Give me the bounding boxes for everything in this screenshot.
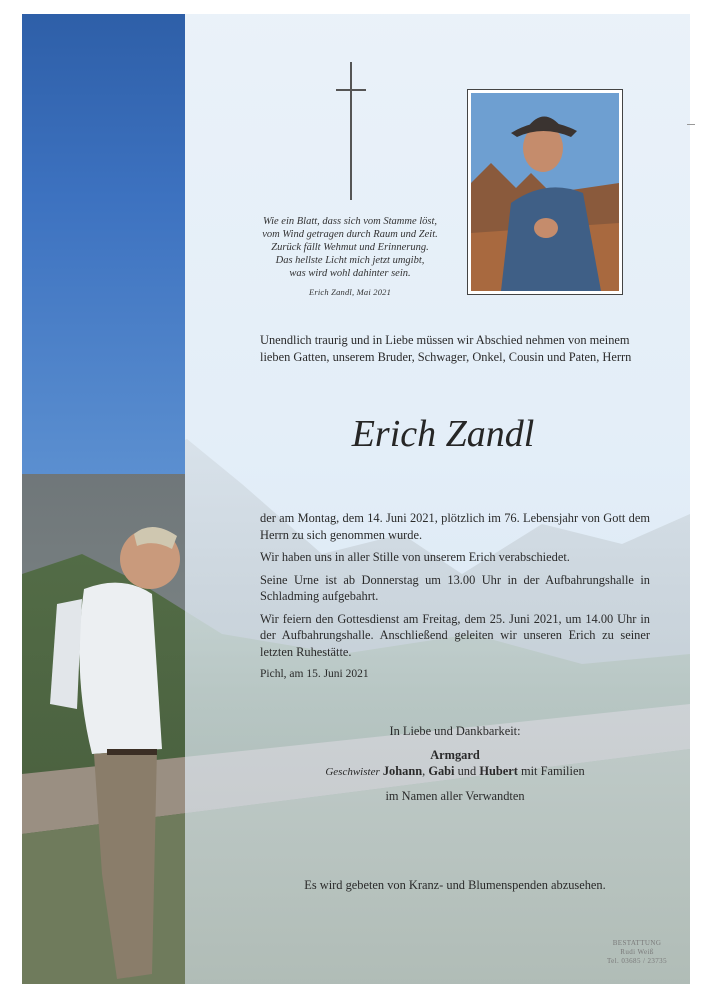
poem-line: Das hellste Licht mich jetzt umgibt,: [275, 255, 425, 266]
sky-strip: [22, 14, 185, 474]
scan-mark: [687, 124, 695, 125]
stamp-line: Rudi Weiß: [620, 948, 654, 956]
sibling-name: Johann: [382, 764, 423, 778]
portrait-image: [471, 93, 619, 291]
stamp-line: BESTATTUNG: [612, 939, 662, 947]
farewell-text: Wir haben uns in aller Stille von unserem Erich verabschiedet.: [260, 550, 570, 564]
cross-icon-bar: [336, 89, 366, 91]
conjunction: und: [457, 764, 477, 778]
deceased-name: Erich Zandl: [351, 413, 535, 455]
stamp-line: Tel. 03685 / 23735: [607, 957, 667, 965]
closing-block: [260, 723, 650, 804]
death-notice: der am Montag, dem 14. Juni 2021, plötzlich im 76. Lebensjahr von Gott dem Herrn zu sich genommen wurde.: [260, 511, 650, 542]
sibling-name: Gabi: [428, 764, 455, 778]
urn-text: Seine Urne ist ab Donnerstag um 13.00 Uhr in der Aufbahrungshalle in Schladming aufgebahrt.: [260, 572, 650, 603]
obituary-sheet: [22, 14, 690, 984]
poem-line: Zurück fällt Wehmut und Erinnerung.: [271, 242, 429, 253]
wife-name: Armgard: [430, 747, 480, 762]
intro-text: Unendlich traurig und in Liebe müssen wir Abschied nehmen von meinem lieben Gatten, unserem Bruder, Schwager, Onkel, Cousin und Paten, Herrn: [260, 333, 632, 364]
obituary-body: [260, 510, 650, 689]
cross-icon: [350, 62, 352, 200]
siblings-label: Geschwister: [325, 766, 380, 778]
poem: [212, 215, 488, 299]
sibling-name: Hubert: [479, 764, 518, 778]
portrait-photo: [467, 89, 623, 295]
place-date: Pichl, am 15. Juni 2021: [260, 668, 369, 680]
flower-note: Es wird gebeten von Kranz- und Blumenspenden abzusehen.: [304, 878, 606, 892]
siblings-line: [260, 763, 650, 781]
closing-heading: In Liebe und Dankbarkeit:: [389, 724, 521, 738]
family-suffix: mit Familien: [520, 764, 585, 778]
poem-line: Wie ein Blatt, dass sich vom Stamme löst,: [262, 216, 438, 227]
poem-line: vom Wind getragen durch Raum und Zeit.: [262, 229, 438, 240]
funeral-home-stamp: [597, 939, 677, 966]
separator: ,: [422, 764, 426, 778]
service-text: Wir feiern den Gottesdienst am Freitag, dem 25. Juni 2021, um 14.00 Uhr in der Aufbahrungshalle. Anschließend geleiten wir unseren Erich zu seiner letzten Ruhestätte.: [260, 611, 650, 659]
poem-line: was wird wohl dahinter sein.: [289, 268, 411, 279]
poem-author: Erich Zandl, Mai 2021: [308, 287, 392, 297]
relatives-line: im Namen aller Verwandten: [385, 788, 525, 803]
